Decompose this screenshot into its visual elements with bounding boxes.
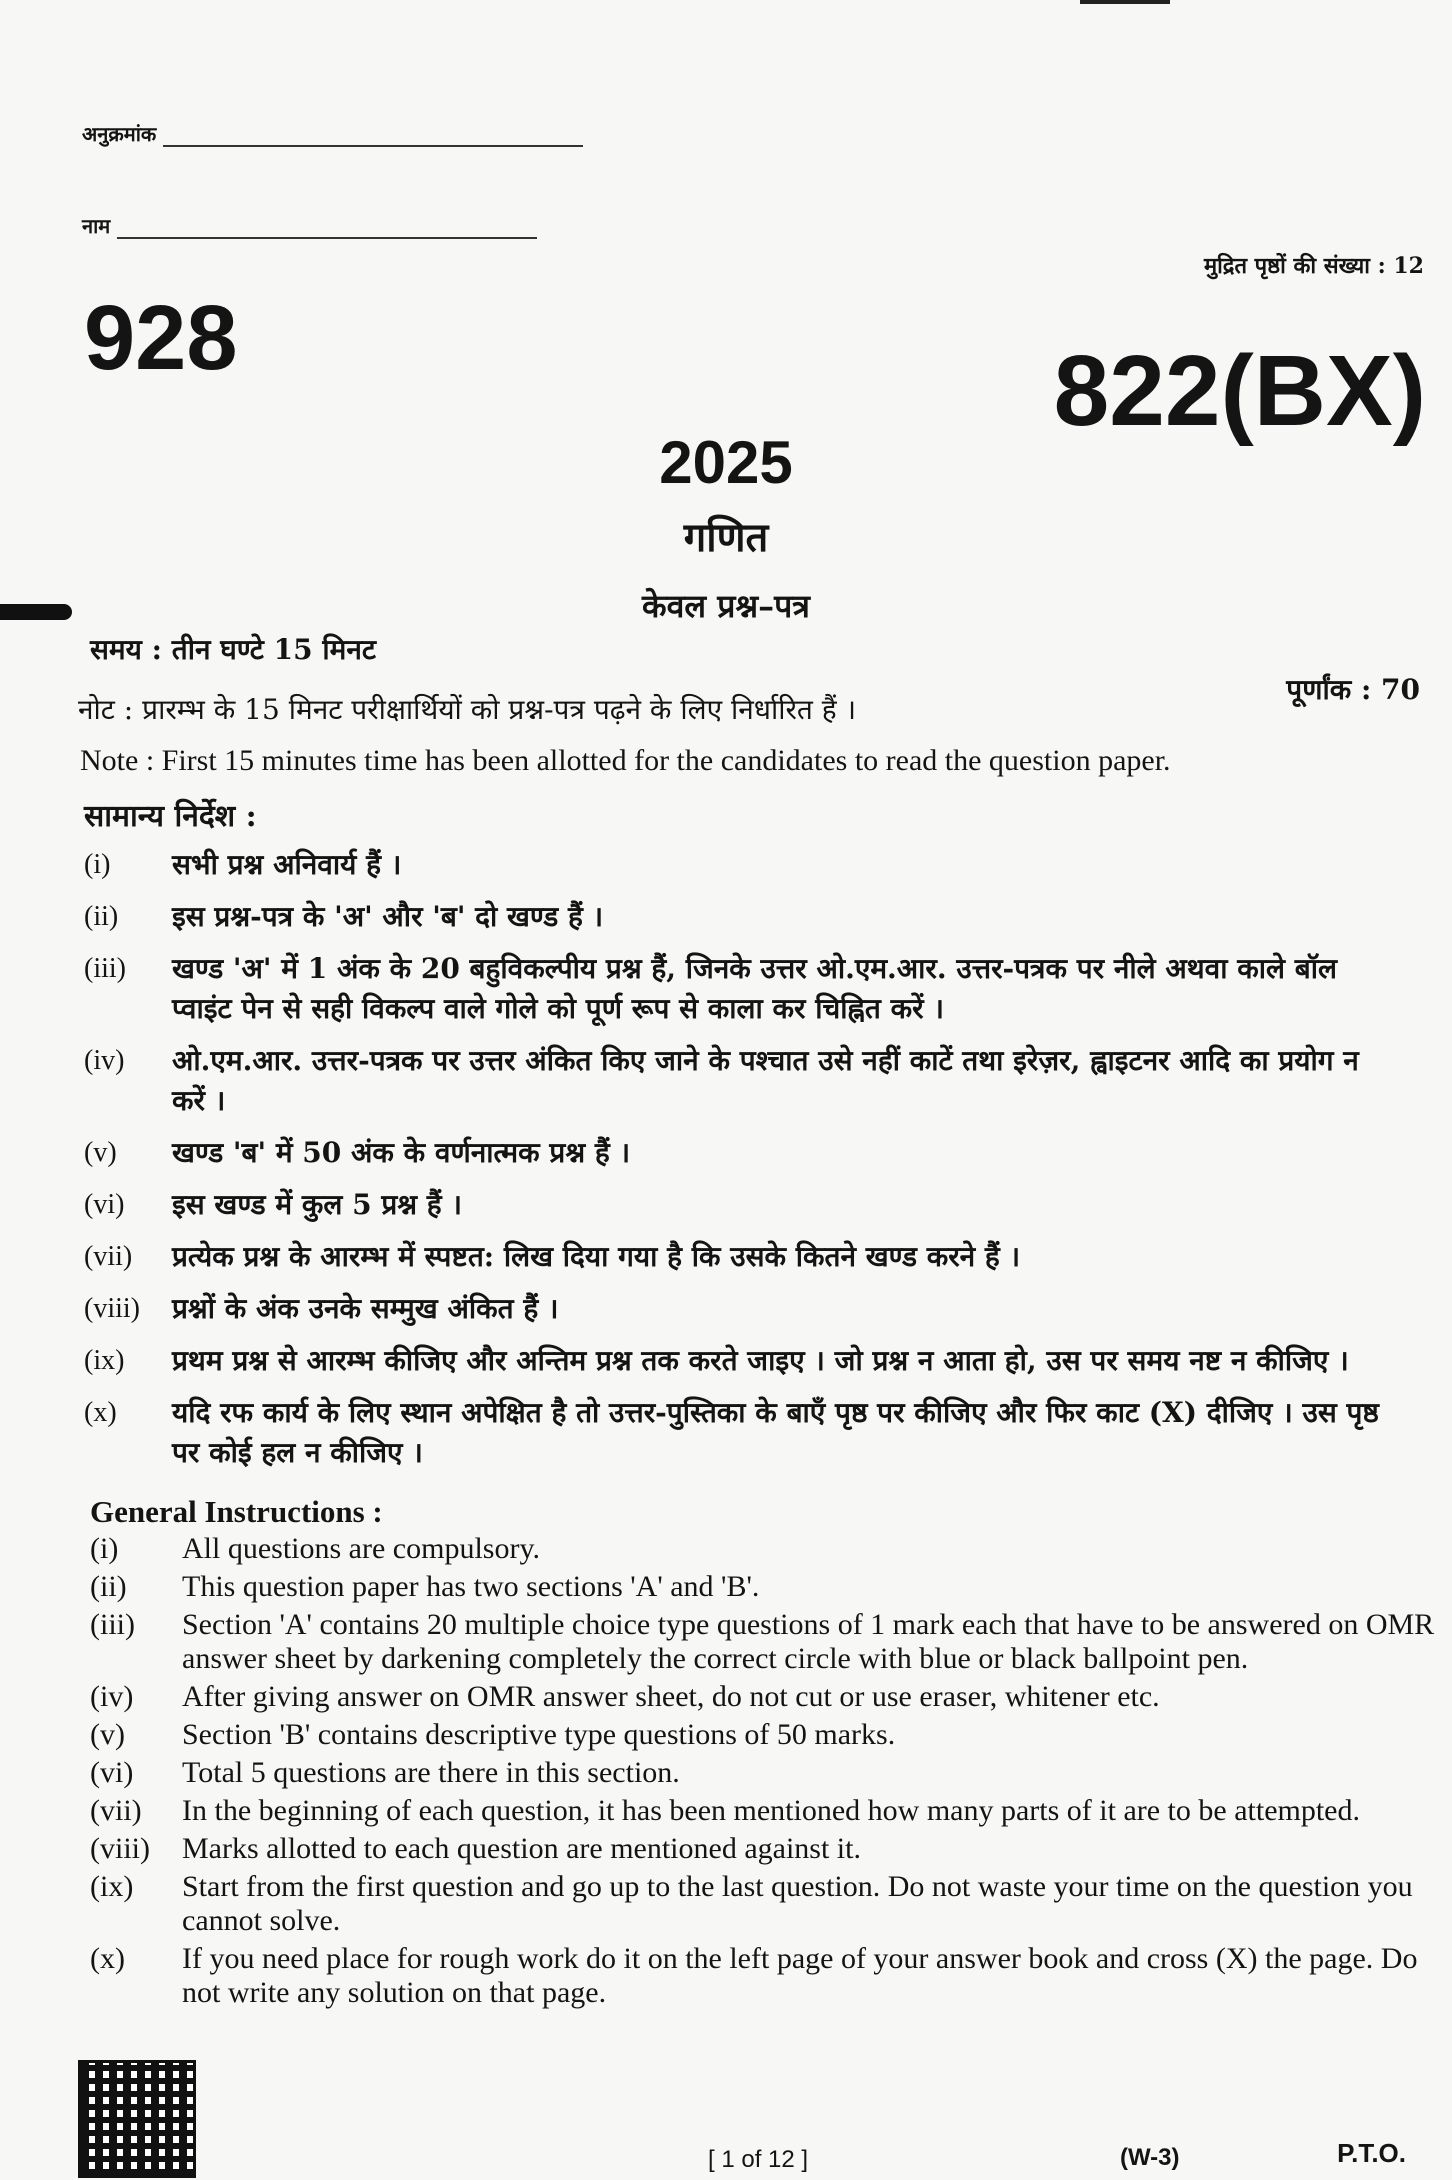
roll-number-field <box>82 120 583 147</box>
series-code: (W-3) <box>1120 2144 1180 2171</box>
list-item: (x) If you need place for rough work do it on the left page of your answer book and cross (X) the page. Do not write any solution on that page. <box>90 1942 1418 2009</box>
list-item: (iii) खण्ड 'अ' में 1 अंक के 20 बहुविकल्पीय प्रश्न हैं, जिनके उत्तर ओ.एम.आर. उत्तर-पत्रक पर नीले अथवा काले बॉल प्वाइंट पेन से सही विकल्प वाले गोले को पूर्ण रूप से काला कर चिह्नित करें । <box>84 952 1337 1025</box>
hindi-instructions-list <box>84 845 1394 1473</box>
list-item: (ix) Start from the first question and go up to the last question. Do not waste your time on the question you cannot solve. <box>90 1870 1413 1937</box>
list-item: (i) सभी प्रश्न अनिवार्य हैं । <box>84 848 402 881</box>
list-item: (vi) इस खण्ड में कुल 5 प्रश्न हैं । <box>84 1188 463 1221</box>
english-instructions-list <box>90 1532 1436 2010</box>
name-label: नाम <box>82 214 111 238</box>
list-item: (viii) प्रश्नों के अंक उनके सम्मुख अंकित हैं । <box>84 1292 559 1325</box>
qr-code-icon <box>78 2060 196 2178</box>
list-item: (ii) This question paper has two sections 'A' and 'B'. <box>90 1570 760 1603</box>
list-item: (x) यदि रफ कार्य के लिए स्थान अपेक्षित है तो उत्तर-पुस्तिका के बाएँ पृष्ठ पर कीजिए और फिर काट (X) दीजिए । उस पृष्ठ पर कोई हल न कीजिए । <box>84 1396 1379 1469</box>
list-item: (vii) प्रत्येक प्रश्न के आरम्भ में स्पष्टत: लिख दिया गया है कि उसके कितने खण्ड करने हैं । <box>84 1240 1021 1273</box>
name-line <box>117 237 537 239</box>
english-instructions-heading: General Instructions : <box>90 1494 383 1529</box>
note-hindi: नोट : प्रारम्भ के 15 मिनट परीक्षार्थियों को प्रश्न-पत्र पढ़ने के लिए निर्धारित हैं । <box>78 693 857 726</box>
hindi-instructions <box>84 794 1394 1485</box>
list-item: (iv) ओ.एम.आर. उत्तर-पत्रक पर उत्तर अंकित किए जाने के पश्चात उसे नहीं काटें तथा इरेज़र, ह्वाइटनर आदि का प्रयोग न करें । <box>84 1044 1359 1117</box>
list-item: (i) All questions are compulsory. <box>90 1532 540 1565</box>
list-item: (vi) Total 5 questions are there in this section. <box>90 1756 680 1789</box>
roll-number-line <box>163 145 583 147</box>
page-number: [ 1 of 12 ] <box>708 2146 809 2173</box>
list-item: (viii) Marks allotted to each question are mentioned against it. <box>90 1832 861 1865</box>
paper-type: केवल प्रश्न–पत्र <box>642 587 810 625</box>
list-item: (v) Section 'B' contains descriptive type questions of 50 marks. <box>90 1718 896 1751</box>
roll-number-label: अनुक्रमांक <box>82 122 157 146</box>
list-item: (vii) In the beginning of each question, it has been mentioned how many parts of it are to be attempted. <box>90 1794 1360 1827</box>
time-allowed: समय : तीन घण्टे 15 मिनट <box>90 633 377 666</box>
max-marks: पूर्णांक : 70 <box>1286 673 1420 706</box>
english-instructions <box>90 1494 1436 2014</box>
list-item: (v) खण्ड 'ब' में 50 अंक के वर्णनात्मक प्रश्न हैं । <box>84 1136 631 1169</box>
exam-year: 2025 <box>659 429 793 496</box>
note-english: Note : First 15 minutes time has been allotted for the candidates to read the question paper. <box>80 744 1171 777</box>
list-item: (iv) After giving answer on OMR answer sheet, do not cut or use eraser, whitener etc. <box>90 1680 1160 1713</box>
list-item: (iii) Section 'A' contains 20 multiple choice type questions of 1 mark each that have to be answered on OMR answer sheet by darkening completely the correct circle with blue or black ballpoint pen. <box>90 1608 1435 1675</box>
pto-label: P.T.O. <box>1337 2138 1406 2168</box>
pages-printed: मुद्रित पृष्ठों की संख्या : 12 <box>1203 253 1424 279</box>
subject-title: गणित <box>683 514 769 561</box>
hindi-instructions-heading: सामान्य निर्देश : <box>84 799 257 834</box>
name-field <box>82 212 537 239</box>
left-code: 928 <box>84 287 238 389</box>
top-edge-mark <box>1080 0 1170 4</box>
list-item: (ii) इस प्रश्न-पत्र के 'अ' और 'ब' दो खण्ड हैं । <box>84 900 604 933</box>
list-item: (ix) प्रथम प्रश्न से आरम्भ कीजिए और अन्तिम प्रश्न तक करते जाइए । जो प्रश्न न आता हो, उस पर समय नष्ट न कीजिए । <box>84 1344 1349 1377</box>
paper-code: 822(BX) <box>1053 335 1426 447</box>
